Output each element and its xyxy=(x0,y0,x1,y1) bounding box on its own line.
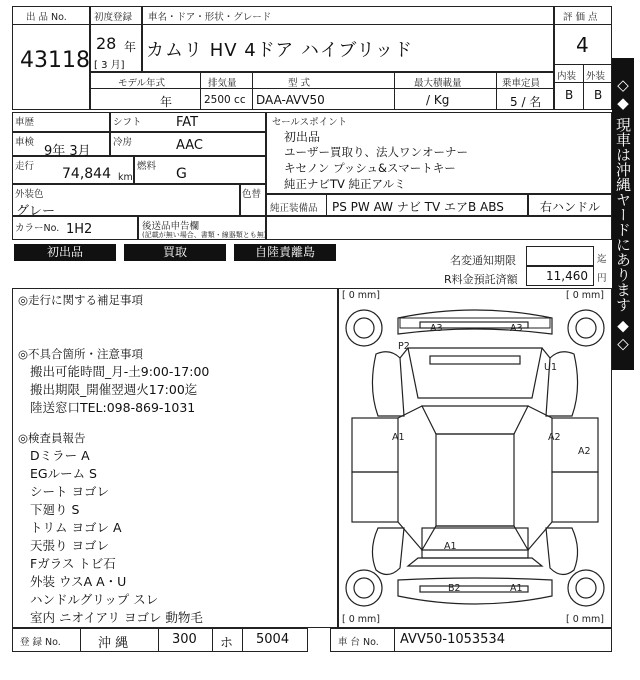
fuel: G xyxy=(176,166,187,182)
ext-color-label: 外装色 xyxy=(15,189,44,200)
damage-mark: A1 xyxy=(510,583,523,594)
lot-number-label: 出 品 No. xyxy=(26,12,67,23)
color-no: 1H2 xyxy=(66,222,93,237)
color-no-label: カラーNo. xyxy=(15,223,60,234)
inspector-line: シート ヨゴレ xyxy=(30,484,109,499)
model-year-label: モデル年式 xyxy=(118,78,166,89)
ac: AAC xyxy=(176,138,203,153)
damage-mark: A3 xyxy=(430,323,443,334)
damage-mark: A2 xyxy=(578,446,591,457)
displacement-label: 排気量 xyxy=(208,78,237,89)
interior-score: B xyxy=(565,88,574,102)
model-type: DAA-AVV50 xyxy=(256,93,325,107)
damage-mark: A3 xyxy=(510,323,523,334)
sales-point-line: ユーザー買取り、法人ワンオーナー xyxy=(284,145,468,159)
inspection: 9年 3月 xyxy=(44,144,91,159)
recycle-fee-label: R料金預託済額 xyxy=(444,273,518,286)
ext-color: グレー xyxy=(16,204,56,219)
damage-mark: A1 xyxy=(392,432,405,443)
car-diagram xyxy=(338,288,612,628)
recycle-fee-unit: 円 xyxy=(597,273,607,284)
registration-year-unit: 年 xyxy=(124,40,137,54)
sales-point-line: キセノン プッシュ&スマートキー xyxy=(284,161,456,175)
tire-depth-front-left: [ 0 mm] xyxy=(342,290,381,301)
inspection-label: 車検 xyxy=(15,137,35,148)
tire-depth-front-right: [ 0 mm] xyxy=(566,290,605,301)
tag-buyout: 買取 xyxy=(124,244,226,261)
tag-insurance: 自陸責離島 xyxy=(234,244,336,261)
model-type-label: 型 式 xyxy=(288,78,311,89)
inspector-line: Fガラス トビ石 xyxy=(30,556,116,571)
sales-point-line: 純正ナビTV 純正アルミ xyxy=(284,177,406,191)
exterior-score: B xyxy=(594,88,603,102)
lot-number: 43118 xyxy=(20,48,90,73)
inspector-title: ◎検査員報告 xyxy=(18,431,86,445)
mileage-unit: km xyxy=(118,172,133,183)
registration-area: 沖 縄 xyxy=(98,636,129,651)
sales-point-label: セールスポイント xyxy=(272,117,348,128)
capacity-label: 乗車定員 xyxy=(502,78,541,89)
capacity: 5 / 名 xyxy=(510,95,542,109)
tag-first-listing: 初出品 xyxy=(14,244,116,261)
model-year-value: 年 xyxy=(160,95,173,109)
sales-point-line: 初出品 xyxy=(284,130,321,144)
damage-mark: P2 xyxy=(398,341,410,352)
inspector-line: Dミラー A xyxy=(30,448,90,463)
inspector-line: トリム ヨゴレ A xyxy=(30,520,122,535)
inspector-line: EGルーム S xyxy=(30,466,97,481)
car-name: カムリ HV 4ドア ハイブリッド xyxy=(146,40,413,61)
ac-label: 冷房 xyxy=(113,137,133,148)
mileage-label: 走行 xyxy=(15,161,35,172)
chassis-number: AVV50-1053534 xyxy=(400,632,505,647)
transfer-deadline-unit: 迄 xyxy=(597,254,607,265)
defect-line: 搬出期限_開催翌週火17:00迄 xyxy=(30,382,198,397)
shift: FAT xyxy=(176,115,199,130)
damage-mark: A2 xyxy=(548,432,561,443)
exterior-score-label: 外装 xyxy=(586,71,606,82)
registration-class: 300 xyxy=(172,632,197,647)
chassis-label: 車 台 No. xyxy=(338,637,379,648)
transfer-deadline-label: 名変通知期限 xyxy=(450,254,516,267)
yard-location-banner: ◇◆ 現車は沖縄ヤードにあります ◆◇ xyxy=(612,58,634,370)
interior-score-label: 内装 xyxy=(557,71,577,82)
fuel-label: 燃料 xyxy=(137,161,157,172)
defect-title: ◎不具合箇所・注意事項 xyxy=(18,347,144,361)
steering: 右ハンドル xyxy=(540,200,601,214)
history-label: 車歴 xyxy=(15,117,35,128)
supplement-title: ◎走行に関する補足事項 xyxy=(18,293,144,307)
registration-label: 登 録 No. xyxy=(20,637,61,648)
recycle-fee: 11,460 xyxy=(546,269,588,283)
max-load-label: 最大積載量 xyxy=(414,78,462,89)
registration-number: 5004 xyxy=(256,632,290,647)
damage-mark: U1 xyxy=(544,362,557,373)
overall-score: 4 xyxy=(576,33,589,57)
car-name-label: 車名・ドア・形状・グレード xyxy=(148,12,272,23)
inspector-line: ハンドルグリップ スレ xyxy=(30,592,159,607)
damage-mark: A1 xyxy=(444,541,457,552)
blank-box xyxy=(266,216,612,240)
inspector-line: 室内 ニオイアリ ヨゴレ 動物毛 xyxy=(30,610,203,625)
equipment: PS PW AW ナビ TV エアB ABS xyxy=(332,200,504,214)
damage-mark: B2 xyxy=(448,583,461,594)
max-load: / Kg xyxy=(426,93,450,107)
tire-depth-rear-right: [ 0 mm] xyxy=(566,614,605,625)
registration-month: [ 3 月] xyxy=(94,60,125,71)
first-registration-label: 初度登録 xyxy=(94,12,133,23)
defect-line: 搬出可能時間_月-土9:00-17:00 xyxy=(30,364,210,379)
documents-label: 後送品申告欄 xyxy=(142,221,200,232)
mileage: 74,844 xyxy=(62,166,111,182)
shift-label: シフト xyxy=(113,117,142,128)
documents-note: (記載が無い場合、書類・線器類とも無) xyxy=(142,231,267,239)
tire-depth-rear-left: [ 0 mm] xyxy=(342,614,381,625)
inspector-line: 下廻り S xyxy=(30,502,80,517)
color-change-label: 色替 xyxy=(242,189,262,200)
score-label: 評 価 点 xyxy=(563,12,598,23)
inspector-line: 外装 ウスA A・U xyxy=(30,574,127,589)
inspector-line: 天張り ヨゴレ xyxy=(30,538,109,553)
registration-year: 28 xyxy=(96,34,117,53)
registration-kana: ホ xyxy=(220,636,234,651)
displacement: 2500 cc xyxy=(204,94,246,106)
transfer-deadline-box xyxy=(526,246,594,266)
equipment-label: 純正装備品 xyxy=(270,203,318,214)
defect-line: 陸送窓口TEL:098-869-1031 xyxy=(30,400,196,415)
